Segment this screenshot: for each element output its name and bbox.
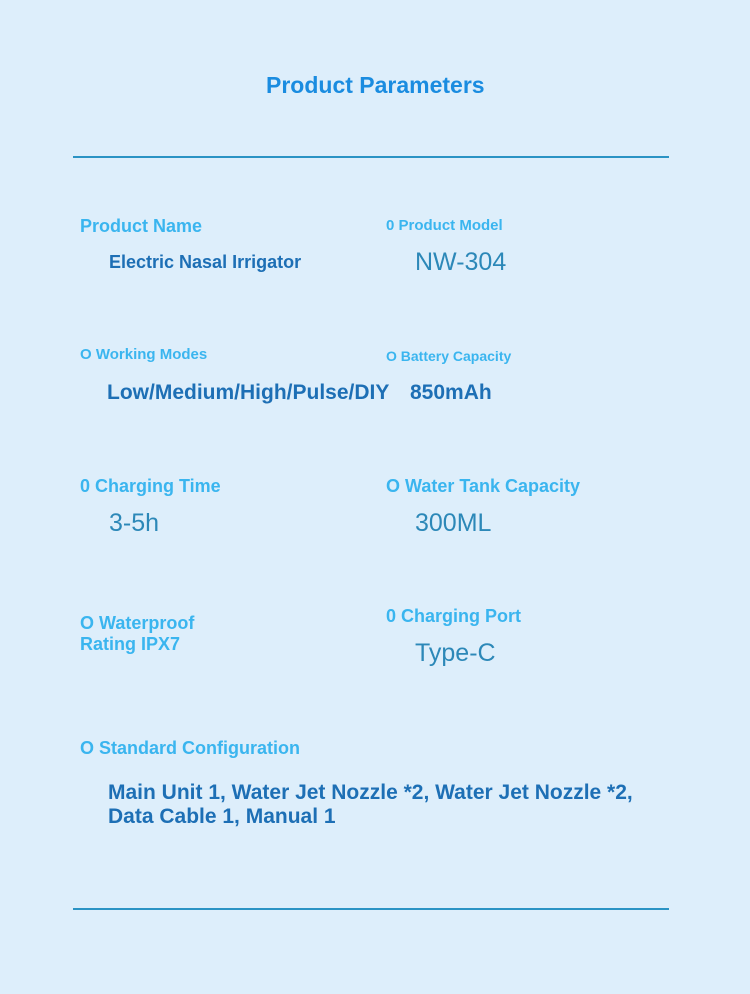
top-divider [73, 156, 669, 158]
standard-configuration-label: O Standard Configuration [80, 738, 300, 758]
bottom-divider [73, 908, 669, 910]
working-modes-value: Low/Medium/High/Pulse/DIY [107, 381, 390, 404]
charging-time-value: 3-5h [109, 509, 160, 537]
water-tank-capacity-value: 300ML [415, 509, 492, 537]
waterproof-rating-label: O Waterproof Rating IPX7 [80, 613, 195, 654]
product-model-label: 0 Product Model [386, 217, 503, 234]
water-tank-capacity-label: O Water Tank Capacity [386, 476, 581, 496]
working-modes-label: O Working Modes [80, 346, 208, 363]
charging-time-label: 0 Charging Time [80, 476, 221, 496]
product-model-value: NW-304 [415, 248, 507, 276]
page-title: Product Parameters [266, 72, 485, 98]
battery-capacity-label: O Battery Capacity [386, 348, 512, 364]
standard-configuration-value: Main Unit 1, Water Jet Nozzle *2, Water Jet Nozzle *2, Data Cable 1, Manual 1 [108, 781, 633, 828]
charging-port-label: 0 Charging Port [386, 606, 522, 626]
product-name-label: Product Name [80, 216, 203, 236]
battery-capacity-value: 850mAh [410, 381, 492, 404]
product-name-value: Electric Nasal Irrigator [109, 252, 302, 272]
charging-port-value: Type-C [415, 639, 496, 667]
